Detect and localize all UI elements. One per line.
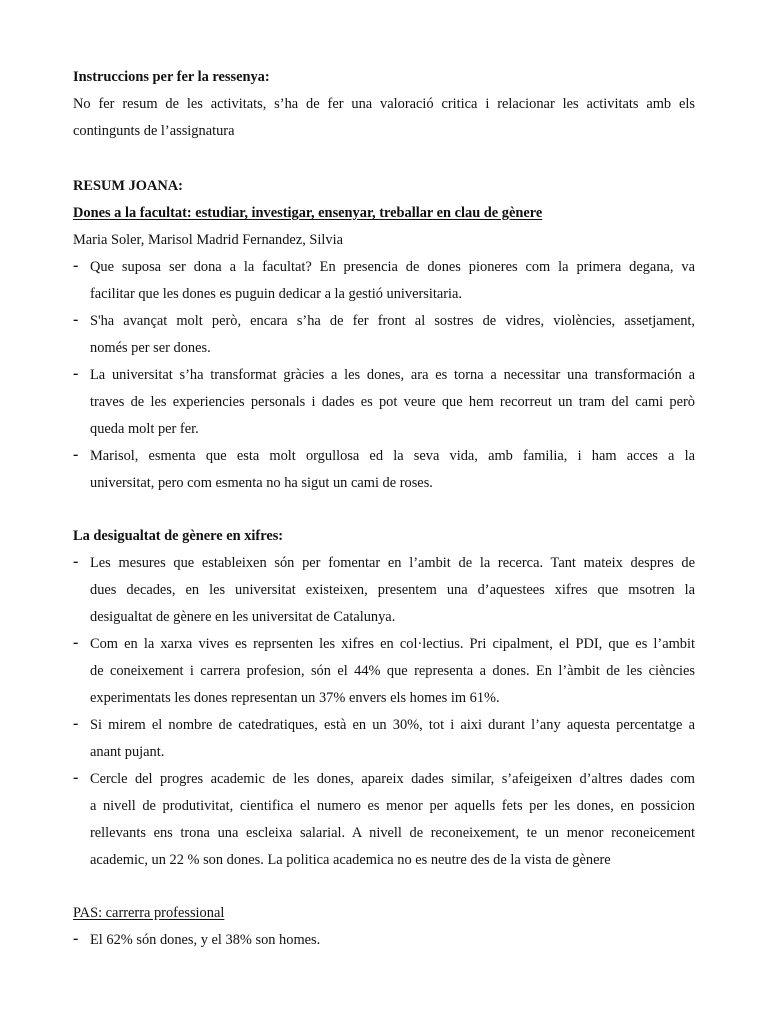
bullet-marker: -	[73, 769, 79, 786]
bullet-line: La universitat s’ha transformat gràcies a les dones, ara es torna a necessitar una transformación a	[90, 367, 695, 383]
bullet-marker: -	[73, 365, 79, 382]
bullet-line: universitat, pero com esmenta no ha sigut un cami de roses.	[90, 475, 433, 491]
bullet-line: Marisol, esmenta que esta molt orgullosa ed la seva vida, amb familia, i ham acces a la	[90, 448, 695, 464]
bullet-marker: -	[73, 311, 79, 328]
bullet-line: a nivell de produtivitat, cientifica el numero es menor per aquells fets per les dones, en possicion	[90, 798, 695, 814]
bullet-line: Si mirem el nombre de catedratiques, està en un 30%, tot i aixi durant l’any aquesta percentatge a	[90, 717, 695, 733]
bullet-line: S'ha avançat molt però, encara s’ha de fer front al sostres de vidres, violències, assetjament,	[90, 313, 695, 329]
bullet-marker: -	[73, 715, 79, 732]
bullet-line: experimentats les dones representan un 37% envers els homes im 61%.	[90, 690, 500, 706]
bullet-marker: -	[73, 446, 79, 463]
bullet-line: Com en la xarxa vives es reprsenten les xifres en col·lectius. Pri cipalment, el PDI, que es l’ambit	[90, 636, 695, 652]
bullet-marker: -	[73, 553, 79, 570]
instructions-line: contingunts de l’assignatura	[73, 123, 235, 139]
bullet-marker: -	[73, 634, 79, 651]
instructions-heading: Instruccions per fer la ressenya:	[73, 69, 270, 85]
instructions-line: No fer resum de les activitats, s’ha de fer una valoració critica i relacionar les activitats amb els	[73, 96, 695, 112]
bullet-line: Les mesures que estableixen són per fomentar en l’ambit de la recerca. Tant mateix despres de	[90, 555, 695, 571]
bullet-line: desigualtat de gènere en les universitat de Catalunya.	[90, 609, 396, 625]
bullet-line: Cercle del progres academic de les dones, apareix dades similar, s’afeigeixen d’altres dades com	[90, 771, 695, 787]
bullet-line: El 62% són dones, y el 38% son homes.	[90, 932, 321, 948]
bullet-line: traves de les experiencies personals i dades es pot veure que hem recorreut un tram del cami però	[90, 394, 695, 410]
pas-heading: PAS: carrerra professional	[73, 905, 225, 921]
bullet-line: facilitar que les dones es puguin dedicar a la gestió universitaria.	[90, 286, 463, 302]
bullet-line: anant pujant.	[90, 744, 165, 760]
resum-heading: RESUM JOANA:	[73, 178, 183, 194]
bullet-line: academic, un 22 % son dones. La politica academica no es neutre des de la vista de gènere	[90, 852, 611, 868]
resum-subheading: Dones a la facultat: estudiar, investigar, ensenyar, treballar en clau de gènere	[73, 205, 543, 221]
bullet-line: Que suposa ser dona a la facultat? En presencia de dones pioneres com la primera degana, va	[90, 259, 695, 275]
bullet-line: rellevants ens trona una escleixa salarial. A nivell de reconeixement, te un menor reconeicement	[90, 825, 695, 841]
bullet-marker: -	[73, 930, 79, 947]
bullet-line: només per ser dones.	[90, 340, 211, 356]
bullet-line: queda molt per fer.	[90, 421, 199, 437]
resum-authors: Maria Soler, Marisol Madrid Fernandez, Silvia	[73, 232, 343, 248]
bullet-marker: -	[73, 257, 79, 274]
desigualtat-heading: La desigualtat de gènere en xifres:	[73, 528, 284, 544]
bullet-line: dues decades, en les universitat existeixen, presentem una d’aquestees xifres que msotren la	[90, 582, 695, 598]
bullet-line: de coneixement i carrera profesion, són el 44% que representa a dones. En l’àmbit de les ciències	[90, 663, 695, 679]
